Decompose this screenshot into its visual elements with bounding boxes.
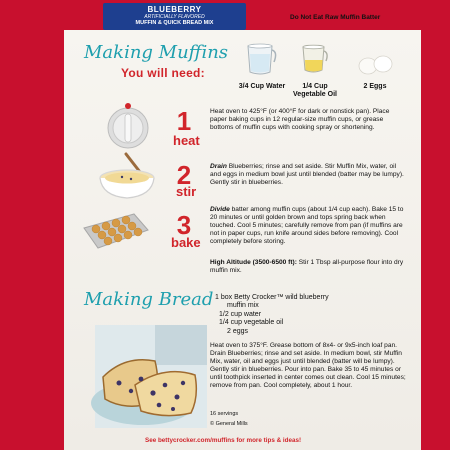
step-2-number: 2 [176,160,192,190]
measuring-cup-water-icon [244,40,278,76]
product-name: BLUEBERRY [147,5,202,14]
high-altitude-note: High Altitude (3500-6500 ft): Stir 1 Tbsp all-purpose flour into dry muffin mix. [210,259,404,275]
mix-type: MUFFIN & QUICK BREAD MIX [135,20,214,26]
ingredient-label-water: 3/4 Cup Water [238,83,286,90]
oven-dial-icon [104,102,152,150]
mixing-bowl-icon [96,152,158,202]
bread-ingredient: 2 eggs [227,327,249,335]
muffin-tin-icon [82,210,150,252]
bread-instructions: Heat oven to 375°F. Grease bottom of 8x4- or 9x5-inch loaf pan. Drain Blueberries; rinse and set aside. In medium bowl, stir Muffin Mix, water, oil and eggs just until blended (batter will be lumpy). Gently stir in blueberries. Pour into pan. Bake 35 to 45 minutes or until toothpick inserted in center comes out clean. Cool 15 minutes; remove from pan. Cool completely, about 1 hour. [210,342,406,389]
measuring-cup-oil-icon [300,42,330,74]
flavor-note: ARTIFICIALLY FLAVORED [144,14,205,20]
bread-ingredient: 1/4 cup vegetable oil [219,319,284,327]
making-bread-title: Making Bread [84,289,214,310]
you-will-need-heading: You will need: [121,66,205,80]
step-2-word: stir [176,184,197,199]
step-1-number: 1 [176,106,192,136]
ingredient-label-oil: 1/4 Cup Vegetable Oil [293,83,337,98]
raw-batter-warning: Do Not Eat Raw Muffin Batter [290,14,381,21]
copyright: © General Mills [210,421,248,427]
step-3-text: Divide batter among muffin cups (about 1/4 cup each). Bake 15 to 20 minutes or until golden brown and tops spring back when touched. Cool 5 minutes; carefully remove from pan (if muffins are not in paper cups, run knife around sides before removing). Cool completely before storing. [210,206,404,246]
blueberry-bread-photo [95,325,207,428]
bread-ingredients-list [215,294,329,336]
servings: 16 servings [210,411,239,417]
website-footer: See bettycrocker.com/muffins for more tips & ideas! [145,437,302,444]
making-muffins-title: Making Muffins [84,42,229,63]
bread-ingredient: 1/2 cup water [219,310,262,318]
step-1-text: Heat oven to 425°F (or 400°F for dark or nonstick pan). Place paper baking cups in 12 regular-size muffin cups, or grease bottoms of muffin cups with cooking spray or shortening. [210,108,390,132]
step-3-number: 3 [176,210,192,240]
step-2-text: Drain Blueberries; rinse and set aside. Stir Muffin Mix, water, oil and eggs in medium bowl just until blended (batter may be lumpy). Gently stir in blueberries. [210,163,404,187]
step-3-word: bake [171,235,201,250]
product-banner [103,3,246,30]
step-1-word: heat [173,133,200,148]
eggs-icon [356,54,396,76]
ingredient-label-eggs: 2 Eggs [363,83,387,90]
bread-ingredient: muffin mix [227,302,259,310]
bread-ingredient: 1 box Betty Crocker™ wild blueberry [215,294,329,301]
